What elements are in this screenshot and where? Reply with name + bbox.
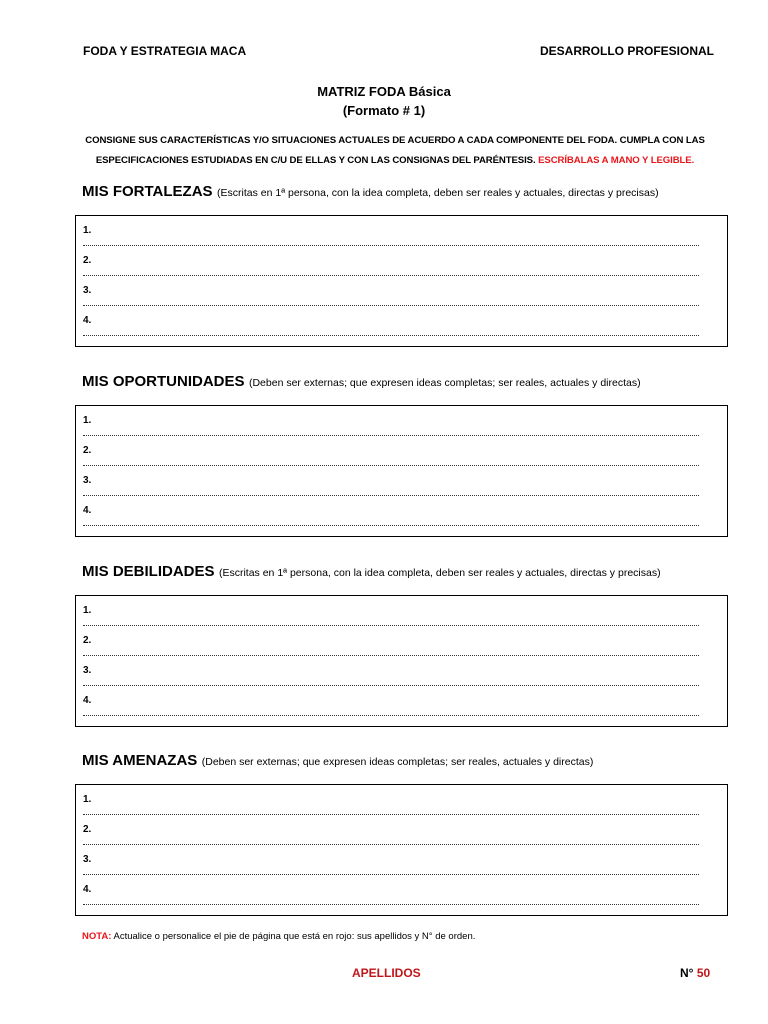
answer-line[interactable] <box>83 695 699 725</box>
answer-line[interactable] <box>83 285 699 315</box>
answer-line[interactable] <box>83 665 699 695</box>
line-number: 2. <box>83 635 92 646</box>
instructions <box>70 131 720 171</box>
dotted-line <box>83 275 699 276</box>
line-number: 1. <box>83 415 92 426</box>
page-subtitle: (Formato # 1) <box>342 103 426 118</box>
answer-box-debilidades <box>75 595 728 727</box>
dotted-line <box>83 715 699 716</box>
line-number: 2. <box>83 824 92 835</box>
answer-line[interactable] <box>83 415 699 445</box>
line-number: 4. <box>83 505 92 516</box>
dotted-line <box>83 435 699 436</box>
section-heading-amenazas <box>82 752 593 770</box>
dotted-line <box>83 625 699 626</box>
line-number: 1. <box>83 225 92 236</box>
section-note: (Deben ser externas; que expresen ideas completas; ser reales, actuales y directas) <box>201 756 594 768</box>
line-number: 3. <box>83 475 92 486</box>
line-number: 1. <box>83 794 92 805</box>
answer-line[interactable] <box>83 255 699 285</box>
header-left: FODA Y ESTRATEGIA MACA <box>83 44 247 58</box>
instructions-text: CONSIGNE SUS CARACTERÍSTICAS Y/O SITUACIONES ACTUALES DE ACUERDO A CADA COMPONENTE DEL FODA. CUMPLA CON LAS ESPECIFICACIONES ESTUDIADAS EN C/U DE ELLAS Y CON LAS CONSIGNAS DEL PARÉNTESIS. <box>85 135 705 166</box>
line-number: 2. <box>83 445 92 456</box>
instructions-highlight: ESCRÍBALAS A MANO Y LEGIBLE. <box>538 155 695 166</box>
footer-number-label: N° <box>680 966 694 980</box>
dotted-line <box>83 465 699 466</box>
line-number: 1. <box>83 605 92 616</box>
line-number: 3. <box>83 854 92 865</box>
line-number: 4. <box>83 315 92 326</box>
section-heading-debilidades <box>82 563 661 581</box>
note-label: NOTA: <box>82 931 112 942</box>
note-text: Actualice o personalice el pie de página que está en rojo: sus apellidos y N° de orden. <box>113 931 476 942</box>
answer-line[interactable] <box>83 824 699 854</box>
dotted-line <box>83 305 699 306</box>
section-title: MIS FORTALEZAS <box>82 183 213 200</box>
line-number: 2. <box>83 255 92 266</box>
dotted-line <box>83 655 699 656</box>
footer-note <box>82 931 475 942</box>
dotted-line <box>83 335 699 336</box>
footer-number <box>680 966 710 980</box>
page-title: MATRIZ FODA Básica <box>317 84 451 99</box>
footer-surname: APELLIDOS <box>352 966 421 980</box>
answer-line[interactable] <box>83 605 699 635</box>
line-number: 4. <box>83 884 92 895</box>
dotted-line <box>83 874 699 875</box>
answer-line[interactable] <box>83 445 699 475</box>
section-title: MIS OPORTUNIDADES <box>82 373 245 390</box>
answer-line[interactable] <box>83 315 699 345</box>
dotted-line <box>83 245 699 246</box>
dotted-line <box>83 814 699 815</box>
answer-box-fortalezas <box>75 215 728 347</box>
dotted-line <box>83 525 699 526</box>
dotted-line <box>83 685 699 686</box>
answer-line[interactable] <box>83 505 699 535</box>
footer-number-value: 50 <box>696 966 711 980</box>
section-title: MIS AMENAZAS <box>82 752 198 769</box>
answer-line[interactable] <box>83 475 699 505</box>
line-number: 4. <box>83 695 92 706</box>
section-note: (Deben ser externas; que expresen ideas completas; ser reales, actuales y directas) <box>248 377 641 389</box>
answer-box-oportunidades <box>75 405 728 537</box>
answer-line[interactable] <box>83 854 699 884</box>
section-title: MIS DEBILIDADES <box>82 563 215 580</box>
header-right: DESARROLLO PROFESIONAL <box>540 44 715 58</box>
answer-line[interactable] <box>83 635 699 665</box>
line-number: 3. <box>83 285 92 296</box>
answer-box-amenazas <box>75 784 728 916</box>
section-note: (Escritas en 1ª persona, con la idea completa, deben ser reales y actuales, directas y precisas) <box>217 187 659 199</box>
dotted-line <box>83 844 699 845</box>
answer-line[interactable] <box>83 794 699 824</box>
answer-line[interactable] <box>83 884 699 914</box>
dotted-line <box>83 904 699 905</box>
answer-line[interactable] <box>83 225 699 255</box>
section-heading-oportunidades <box>82 373 641 391</box>
dotted-line <box>83 495 699 496</box>
line-number: 3. <box>83 665 92 676</box>
section-note: (Escritas en 1ª persona, con la idea completa, deben ser reales y actuales, directas y precisas) <box>218 567 661 579</box>
section-heading-fortalezas <box>82 183 659 201</box>
